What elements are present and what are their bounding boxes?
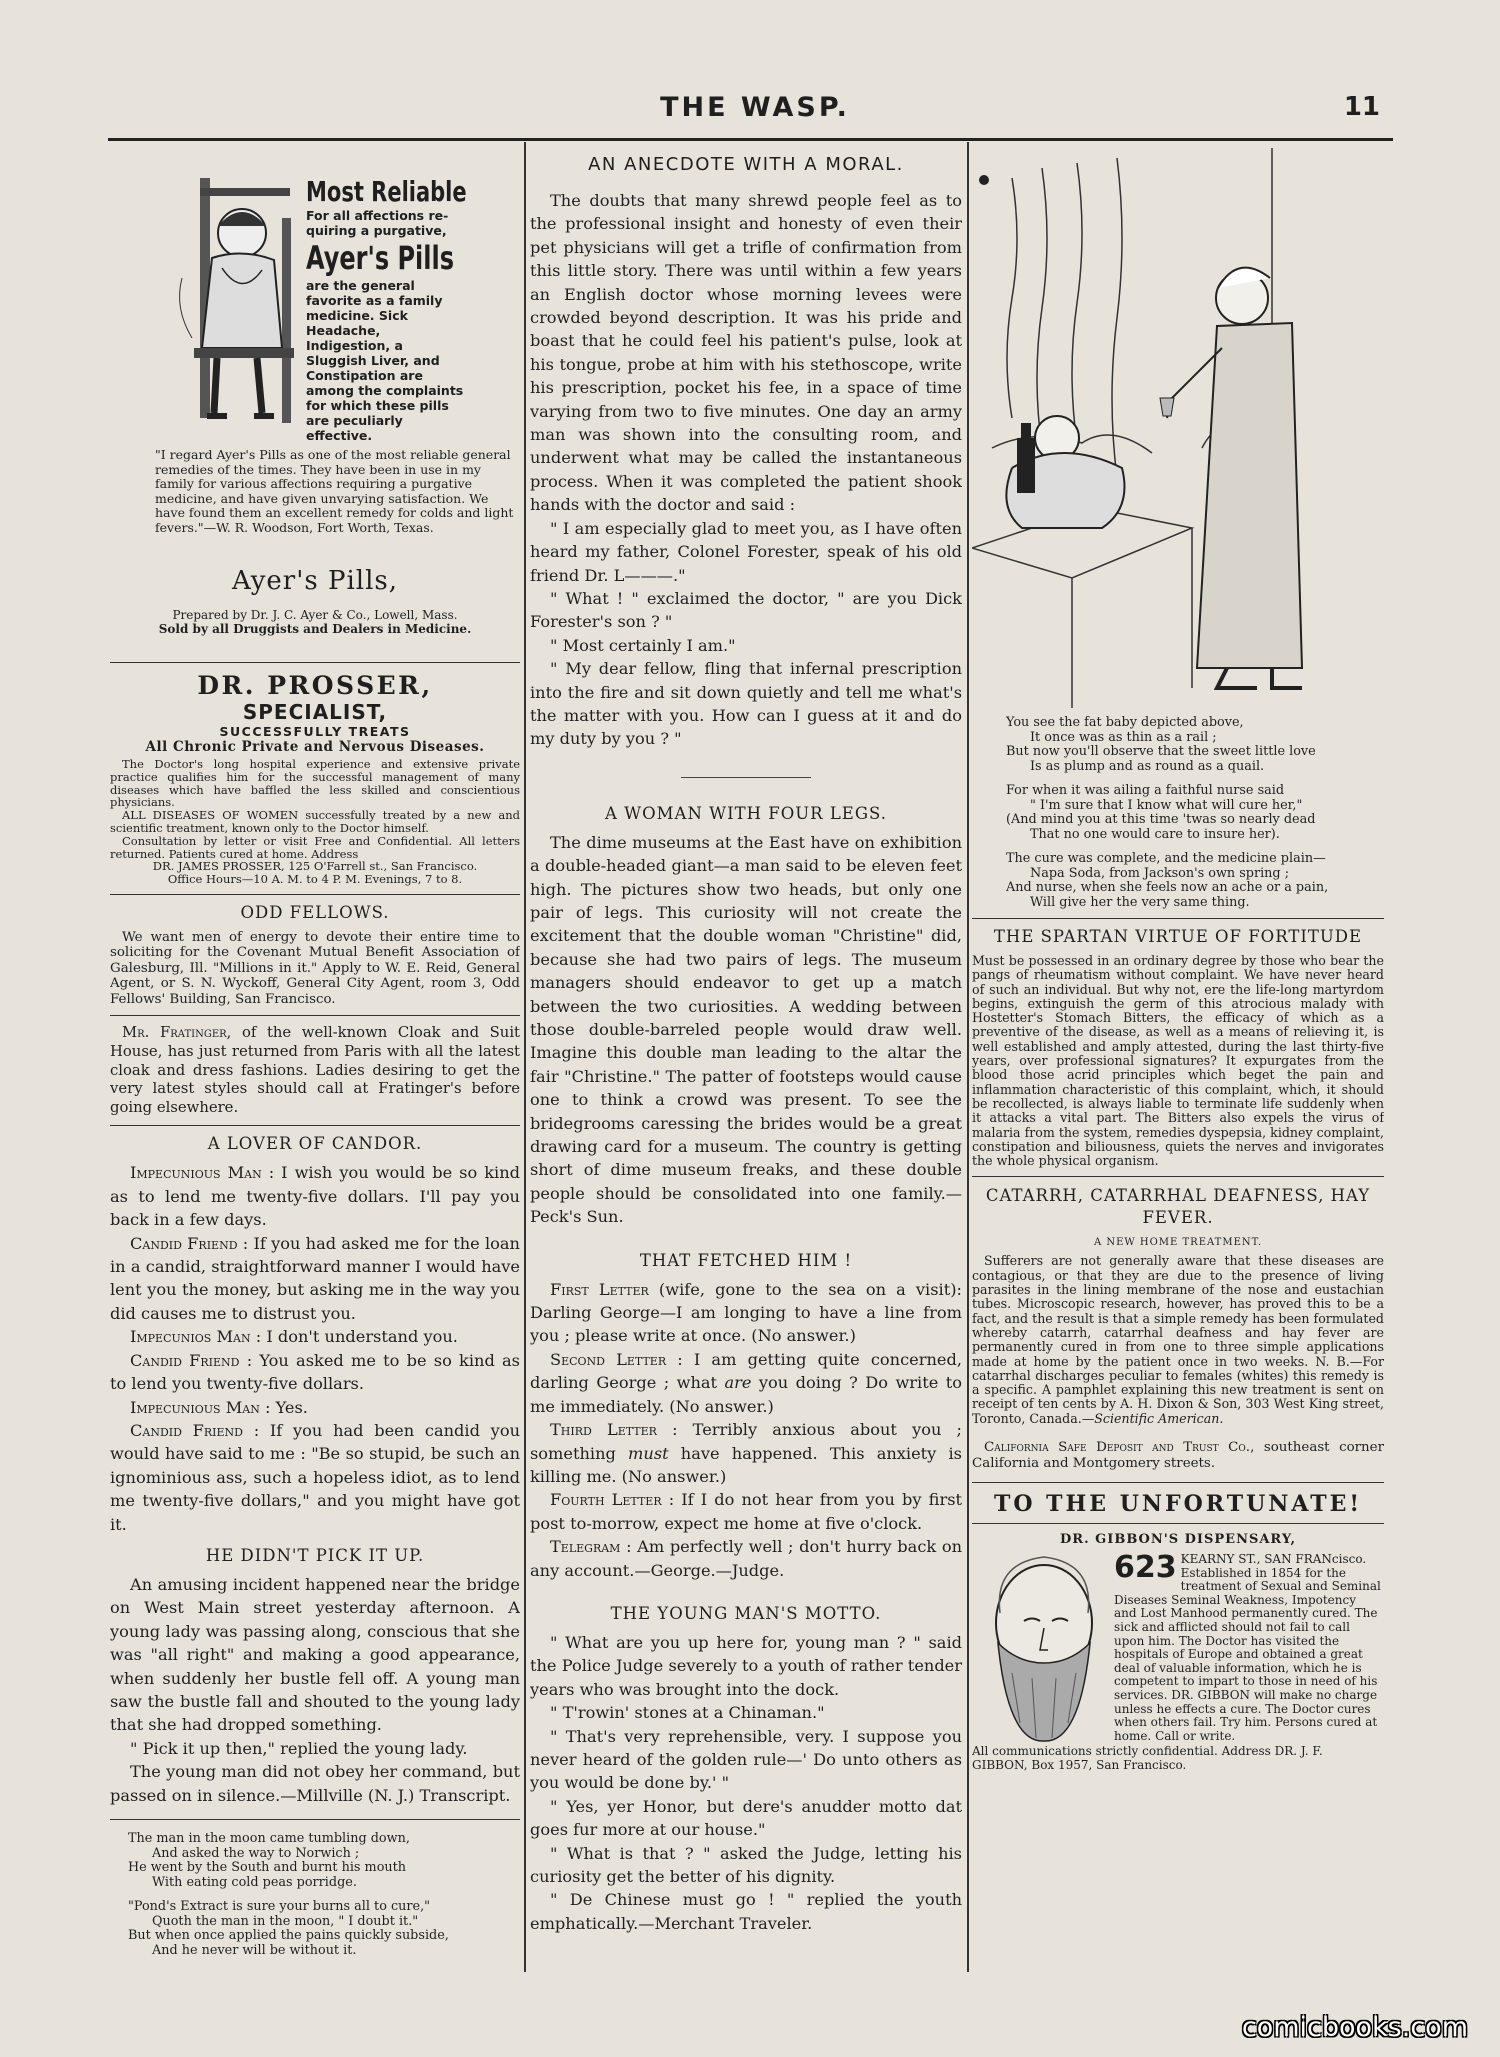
letter-label: Second Letter : (550, 1349, 683, 1369)
verse-line: Will give her the very same thing. (1030, 894, 1250, 910)
divider (110, 662, 520, 663)
letter-text: Terribly anxious about you ; something (530, 1420, 962, 1463)
anecdote-heading: AN ANECDOTE WITH A MORAL. (588, 154, 904, 175)
divider (110, 894, 520, 895)
prosser-title: DR. PROSSER, (197, 671, 433, 700)
woman-four-legs-heading: A WOMAN WITH FOUR LEGS. (605, 803, 887, 823)
gibbon-street-number: 623 (1114, 1550, 1177, 1586)
fratinger-notice (110, 1024, 520, 1117)
gibbon-ad (972, 1550, 1384, 1793)
gibbon-title: DR. GIBBON'S DISPENSARY, (1060, 1532, 1296, 1548)
ayers-pills-ad (110, 148, 520, 658)
spartan-heading: THE SPARTAN VIRTUE OF FORTITUDE (993, 927, 1363, 946)
ayer-line: For all affections re- (306, 208, 449, 223)
fetched-him-heading: THAT FETCHED HIM ! (639, 1250, 853, 1270)
verse-line: Quoth the man in the moon, " I doubt it." (152, 1913, 419, 1929)
verse-line: But when once applied the pains quickly subside, (128, 1928, 449, 1943)
gibbon-text (1114, 1550, 1382, 1743)
fetched-him-text (530, 1278, 962, 1582)
dialogue: You asked me to be so kind as to lend you twenty-five dollars. (110, 1350, 520, 1394)
ayer-footer (110, 608, 520, 636)
odd-fellows-text (110, 930, 520, 1008)
ayer-name: Ayer's Pills, (231, 566, 399, 596)
dialogue: If you had asked me for the loan in a candid, straightforward manner I would have lent you the money, but asking me in the way you did causes me to distrust you. (110, 1233, 520, 1323)
prosser-diseases: All Chronic Private and Nervous Diseases. (145, 739, 485, 755)
article-paragraph: " T'rowin' stones at a Chinaman." (550, 1703, 825, 1723)
article-paragraph: The young man did not obey her command, but passed on in silence.—Millville (N. J.) Transcript. (110, 1762, 520, 1805)
young-mans-motto-text (530, 1631, 962, 1935)
article-paragraph: " Pick it up then," replied the young lady. (130, 1738, 468, 1758)
column-2 (530, 148, 962, 1963)
verse-line: "Pond's Extract is sure your burns all to cure," (128, 1899, 431, 1914)
safe-deposit-name: California Safe Deposit and Trust Co., (984, 1440, 1255, 1456)
letter-label: First Letter (550, 1279, 649, 1299)
gibbon-description: KEARNY ST., SAN FRANcisco. Established in 1854 for the treatment of Sexual and Seminal Diseases Seminal Weakness, Impotency and Lost Manhood permanently cured. The sick and afflicted should not fail to call upon him. The Doctor has visited the hospitals of Europe and obtained a great deal of valuable information, which he is competent to impart to those in need of his services. DR. GIBBON will make no charge unless he effects a cure. The Doctor cures when others fail. Try him. Persons cured at home. Call or write. (1114, 1552, 1381, 1743)
verse-line: The cure was complete, and the medicine plain— (1006, 851, 1326, 866)
verse-line: The man in the moon came tumbling down, (128, 1831, 410, 1846)
divider (972, 1176, 1384, 1177)
prosser-address: DR. JAMES PROSSER, 125 O'Farrell st., San Francisco. (152, 859, 478, 874)
divider (110, 1015, 520, 1016)
divider (972, 1482, 1384, 1483)
letter-text: have happened. This anxiety is killing me. (No answer.) (530, 1443, 962, 1486)
divider (972, 1523, 1384, 1524)
prosser-paragraph: Consultation by letter or visit Free and Confidential. All letters returned. Patients cured at home. Address (110, 833, 520, 861)
spartan-text (972, 954, 1384, 1168)
dialogue: If you had been candid you would have said to me : "Be so stupid, be such an ignominious ass, such a hopeless idiot, as to lend me twenty-five dollars," and you might have got it. (110, 1420, 520, 1534)
speaker: Candid Friend : (130, 1350, 253, 1370)
speaker: Candid Friend : (130, 1420, 260, 1440)
dialogue: I wish you would be so kind as to lend me twenty-five dollars. I'll pay you back in a few days. (110, 1163, 520, 1230)
verse-line: And asked the way to Norwich ; (152, 1845, 360, 1861)
ayer-line: quiring a purgative, (306, 223, 447, 238)
page-header (130, 92, 1380, 132)
ayer-description: are the general favorite as a family medicine. Sick Headache, Indigestion, a Sluggish Liver, and Constipation are among the complaints for which these pills are peculiarly effective. (306, 278, 464, 443)
prosser-paragraph: ALL DISEASES OF WOMEN successfully treated by a new and scientific treatment, known only to the Doctor himself. (110, 808, 520, 835)
speaker: Impecunious Man : (130, 1163, 275, 1183)
article-paragraph: The dime museums at the East have on exhibition a double-headed giant—a man said to be eleven feet high. The pictures show two heads, but only one pair of legs. This curiosity will not create the excitement that the double woman "Christine" did, because she had two pairs of legs. The museum managers should endeavor to get up a match between the two curiosities. A wedding between those double-barreled people would draw well. Imagine this double man leading to the altar the fair "Christine." The patter of footsteps would cause one to think a crowd was present. To see the bridegrooms caressing the brides would be a great drawing card for a museum. The country is getting short of dime museum freaks, and these double people should be consolidated into one family.—Peck's Sun. (530, 832, 962, 1227)
article-paragraph: " I am especially glad to meet you, as I have often heard my father, Colonel Forester, speak of his old friend Dr. L———." (530, 518, 962, 585)
verse-line: You see the fat baby depicted above, (1006, 715, 1244, 730)
safe-deposit-text: southeast corner California and Montgomery streets. (972, 1440, 1384, 1472)
speaker: Impecunious Man : (130, 1397, 271, 1417)
odd-fellows-heading: ODD FELLOWS. (240, 902, 390, 922)
girl-in-chair-illustration (162, 178, 312, 428)
didnt-pick-heading: HE DIDN'T PICK IT UP. (205, 1545, 425, 1565)
doctor-portrait (972, 1553, 1112, 1743)
header-rule (108, 138, 1393, 141)
nurse-and-baby-illustration (972, 148, 1382, 708)
page-number: 11 (1343, 92, 1380, 122)
letter-label: Fourth Letter : (550, 1490, 675, 1510)
verse-line: With eating cold peas porridge. (152, 1874, 357, 1890)
lover-of-candor-heading: A LOVER OF CANDOR. (207, 1134, 423, 1154)
verse-line: He went by the South and burnt his mouth (128, 1860, 407, 1875)
verse-line: Napa Soda, from Jackson's own spring ; (1030, 865, 1289, 881)
ayer-product-name: Ayer's Pills (306, 239, 455, 277)
unfortunate-banner: TO THE UNFORTUNATE! (993, 1491, 1363, 1518)
ayer-ad-text (306, 176, 520, 443)
dialogue: Yes. (270, 1397, 308, 1417)
letter-label: Telegram : (550, 1537, 632, 1557)
speaker: Candid Friend : (130, 1233, 249, 1253)
ayer-testimonial: "I regard Ayer's Pills as one of the most reliable general remedies of the times. They have been in use in my family for various affections requiring a purgative medicine, and have given unvarying satisfaction. We have found them an excellent remedy for colds and light fevers."—W. R. Woodson, Fort Worth, Texas. (155, 447, 514, 535)
article-paragraph: " Yes, yer Honor, but dere's anudder motto dat goes fur more at our house." (530, 1796, 962, 1840)
young-mans-motto-heading: THE YOUNG MAN'S MOTTO. (610, 1603, 882, 1623)
prosser-text (110, 758, 520, 886)
verse-line: And nurse, when she feels now an ache or a pain, (1006, 880, 1329, 895)
spartan-paragraph: Must be possessed in an ordinary degree by those who bear the pangs of rheumatism without complaint. We have never heard of such an individual. But why not, ere the life-long martyrdom begins, extinguish the germ of this atrocious malady with Hostetter's Stomach Bitters, the efficacy of which as a preventive of the disease, as well as a means of relieving it, is well established and amply attested, during the last thirty-five years, over professional signatures? It expurgates from the blood those acrid principles which beget the pain and inflammation characteristic of this complaint, which, it should be recollected, is always liable to terminate life suddenly when it attacks a vital part. The Bitters also expels the virus of malaria from the system, remedies dyspepsia, kidney complaint, constipation and biliousness, quiets the nerves and invigorates the whole physical organism. (972, 953, 1384, 1169)
prosser-ad (110, 671, 520, 886)
verse-line: Is as plump and as round as a quail. (1030, 758, 1265, 774)
column-divider-1 (524, 142, 526, 1972)
letter-text: you doing ? Do write to me immediately. (No answer.) (530, 1373, 962, 1416)
catarrh-subheading: A NEW HOME TREATMENT. (1093, 1237, 1263, 1249)
article-paragraph: " Most certainly I am." (550, 635, 736, 655)
emphasis: must (628, 1443, 669, 1463)
gibbon-footer: All communications strictly confidential. Address DR. J. F. GIBBON, Box 1957, San Francisco. (972, 1744, 1323, 1772)
didnt-pick-text (110, 1573, 520, 1807)
verse-line: For when it was ailing a faithful nurse said (1006, 783, 1285, 798)
catarrh-heading: CATARRH, CATARRHAL DEAFNESS, HAY FEVER. (985, 1186, 1371, 1228)
speaker: Impecunios Man : (130, 1327, 262, 1347)
ayer-foot-line: Prepared by Dr. J. C. Ayer & Co., Lowell, Mass. (172, 608, 458, 622)
divider (110, 1125, 520, 1126)
column-3 (972, 148, 1384, 1963)
article-paragraph: An amusing incident happened near the bridge on West Main street yesterday afternoon. A young lady was passing along, conscious that she was "all right" and making a good appearance, when suddenly her bustle fell off. A young man saw the bustle fall and shouted to the young lady that she had dropped something. (110, 1574, 520, 1735)
letter-text: Am perfectly well ; don't hurry back on any account.—George.—Judge. (530, 1537, 962, 1580)
odd-fellows-paragraph: We want men of energy to devote their entire time to soliciting for the Covenant Mutual Benefit Association of Galesburg, Ill. "Millions in it." Apply to W. E. Reid, General Agent, or S. N. Wyckoff, General City Agent, room 3, Odd Fellows' Building, San Francisco. (110, 929, 520, 1007)
article-paragraph: " That's very reprehensible, very. I suppose you never heard of the golden rule—' Do unto others as you would be done by.' " (530, 1726, 962, 1793)
divider (972, 918, 1384, 919)
verse-line: It once was as thin as a rail ; (1030, 729, 1217, 745)
column-1 (110, 148, 520, 1963)
baby-verse (972, 716, 1384, 910)
verse-line: (And mind you at this time 'twas so nearly dead (1006, 812, 1316, 827)
prosser-paragraph: The Doctor's long hospital experience and extensive private practice qualifies him for the successful management of many diseases which have baffled the less skilled and conscientious physicians. (110, 757, 520, 810)
letter-text: I am getting quite concerned, darling George ; what (530, 1349, 962, 1393)
catarrh-source: Scientific American. (1094, 1410, 1224, 1426)
safe-deposit-notice (972, 1440, 1384, 1472)
divider (110, 1819, 520, 1820)
woman-four-legs-text (530, 831, 962, 1229)
verse-line: That no one would care to insure her). (1030, 826, 1280, 842)
article-paragraph: The doubts that many shrewd people feel as to the professional insight and honesty of even their pet physicians will get a trifle of confirmation from this little story. There was until within a few years an English doctor whose morning levees were crowded beyond description. It was his pride and boast that he could feel his patient's pulse, look at his tongue, probe at him with his stethoscope, write his prescription, pocket his fee, in a space of time varying from two to five minutes. One day an army man was shown into the consulting room, and underwent what may be called the instantaneous process. When it was completed the patient shook hands with the doctor and said : (530, 191, 962, 515)
anecdote-text (530, 189, 962, 751)
letter-text: If I do not hear from you by first post to-morrow, expect me home at five o'clock. (530, 1490, 962, 1533)
fratinger-name: Mr. Fratinger, (122, 1024, 232, 1042)
dialogue: I don't understand you. (261, 1327, 458, 1347)
masthead-title: THE WASP. (660, 92, 850, 123)
verse-line: But now you'll observe that the sweet little love (1006, 744, 1316, 759)
column-divider-2 (967, 142, 969, 1972)
article-paragraph: " What are you up here for, young man ? " said the Police Judge severely to a youth of rather tender years who was brought into the dock. (530, 1632, 962, 1699)
article-paragraph: " What ! " exclaimed the doctor, " are you Dick Forester's son ? " (530, 588, 962, 632)
verse-line: And he never will be without it. (152, 1942, 357, 1958)
short-divider (681, 777, 811, 778)
prosser-treats: SUCCESSFULLY TREATS (219, 724, 411, 739)
catarrh-paragraph: Sufferers are not generally aware that these diseases are contagious, or that they are due to the presence of living parasites in the lining membrane of the nose and eustachian tubes. Microscopic research, however, has proved this to be a fact, and the result is that a simple remedy has been formulated whereby catarrh, catarrhal deafness and hay fever are permanently cured in from one to three simple applications made at home by the patient once in two weeks. N. B.—For catarrhal discharges peculiar to females (whites) this remedy is a specific. A pamphlet explaining this new treatment is sent on receipt of ten cents by A. H. Dixon & Son, 303 West King street, Toronto, Canada.— (972, 1253, 1384, 1426)
prosser-subtitle: SPECIALIST, (242, 700, 388, 724)
prosser-hours: Office Hours—10 A. M. to 4 P. M. Evenings, 7 to 8. (167, 872, 463, 887)
moon-verse (110, 1832, 520, 1958)
letter-label: Third Letter : (550, 1420, 678, 1440)
watermark: comicbooks.com (1241, 2012, 1468, 2043)
ayer-foot-line: Sold by all Druggists and Dealers in Medicine. (158, 622, 472, 636)
verse-line: " I'm sure that I know what will cure her," (1030, 797, 1303, 813)
lover-of-candor-text (110, 1161, 520, 1536)
emphasis: are (724, 1373, 752, 1393)
article-paragraph: " What is that ? " asked the Judge, letting his curiosity get the better of his dignity. (530, 1843, 962, 1886)
article-paragraph: " My dear fellow, fling that infernal prescription into the fire and sit down quietly and tell me what's the matter with you. How can I guess at it and do my duty by you ? " (530, 659, 962, 749)
letter-text: (wife, gone to the sea on a visit): Darling George—I am longing to have a line from you ; please write at once. (No answer.) (530, 1279, 962, 1346)
fratinger-text: of the well-known Cloak and Suit House, has just returned from Paris with all the latest cloak and dress fashions. Ladies desiring to get the very latest styles should call at Fratinger's before going elsewhere. (110, 1024, 520, 1116)
ayer-headline: Most Reliable (306, 175, 467, 208)
article-paragraph: " De Chinese must go ! " replied the youth emphatically.—Merchant Traveler. (530, 1890, 962, 1933)
catarrh-text (972, 1254, 1384, 1426)
